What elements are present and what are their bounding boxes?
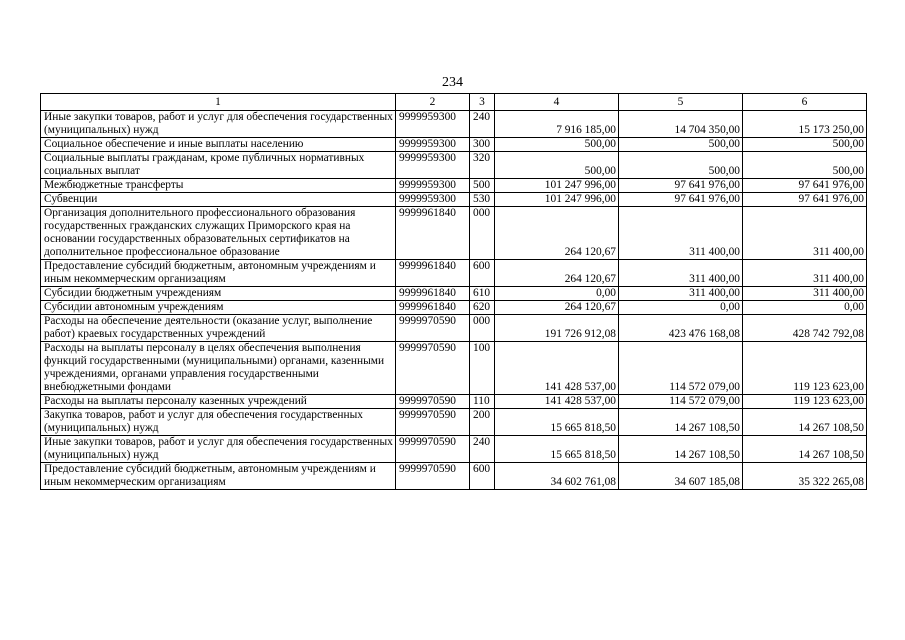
expense-type-cell: 300	[470, 138, 495, 152]
target-code-cell: 9999961840	[396, 301, 470, 315]
amount-col5-cell: 311 400,00	[619, 260, 743, 287]
table-row	[41, 179, 867, 193]
amount-col6-cell: 428 742 792,08	[743, 315, 867, 342]
target-code-cell: 9999959300	[396, 111, 470, 138]
table-row	[41, 138, 867, 152]
row-name-cell: Закупка товаров, работ и услуг для обеспечения государственных (муниципальных) нужд	[41, 409, 396, 436]
row-name-cell: Расходы на обеспечение деятельности (оказание услуг, выполнение работ) краевых государственных учреждений	[41, 315, 396, 342]
target-code-cell: 9999970590	[396, 463, 470, 490]
expense-type-cell: 600	[470, 260, 495, 287]
target-code-cell: 9999970590	[396, 436, 470, 463]
row-name-cell: Субсидии автономным учреждениям	[41, 301, 396, 315]
row-name-cell: Социальное обеспечение и иные выплаты населению	[41, 138, 396, 152]
amount-col5-cell: 311 400,00	[619, 207, 743, 260]
target-code-cell: 9999959300	[396, 138, 470, 152]
table-row	[41, 152, 867, 179]
amount-col4-cell: 191 726 912,08	[495, 315, 619, 342]
amount-col4-cell: 101 247 996,00	[495, 179, 619, 193]
row-name-cell: Иные закупки товаров, работ и услуг для обеспечения государственных (муниципальных) нужд	[41, 436, 396, 463]
expense-type-cell: 600	[470, 463, 495, 490]
amount-col6-cell: 500,00	[743, 138, 867, 152]
amount-col6-cell: 97 641 976,00	[743, 179, 867, 193]
table-row	[41, 395, 867, 409]
expense-type-cell: 200	[470, 409, 495, 436]
amount-col4-cell: 15 665 818,50	[495, 436, 619, 463]
row-name-cell: Межбюджетные трансферты	[41, 179, 396, 193]
amount-col4-cell: 34 602 761,08	[495, 463, 619, 490]
row-name-cell: Субсидии бюджетным учреждениям	[41, 287, 396, 301]
amount-col5-cell: 0,00	[619, 301, 743, 315]
row-name-cell: Социальные выплаты гражданам, кроме публичных нормативных социальных выплат	[41, 152, 396, 179]
row-name-cell: Предоставление субсидий бюджетным, автономным учреждениям и иным некоммерческим организациям	[41, 463, 396, 490]
expense-type-cell: 320	[470, 152, 495, 179]
table-row	[41, 287, 867, 301]
target-code-cell: 9999959300	[396, 193, 470, 207]
page-number: 234	[442, 75, 463, 90]
expense-type-cell: 240	[470, 111, 495, 138]
expense-type-cell: 000	[470, 207, 495, 260]
amount-col5-cell: 114 572 079,00	[619, 342, 743, 395]
budget-table	[40, 93, 867, 490]
column-header: 1	[41, 94, 396, 111]
amount-col6-cell: 0,00	[743, 301, 867, 315]
amount-col4-cell: 500,00	[495, 152, 619, 179]
table-row	[41, 463, 867, 490]
target-code-cell: 9999959300	[396, 152, 470, 179]
amount-col6-cell: 119 123 623,00	[743, 342, 867, 395]
expense-type-cell: 620	[470, 301, 495, 315]
expense-type-cell: 500	[470, 179, 495, 193]
expense-type-cell: 110	[470, 395, 495, 409]
table-row	[41, 193, 867, 207]
amount-col4-cell: 141 428 537,00	[495, 342, 619, 395]
amount-col4-cell: 264 120,67	[495, 207, 619, 260]
amount-col5-cell: 14 704 350,00	[619, 111, 743, 138]
target-code-cell: 9999970590	[396, 342, 470, 395]
expense-type-cell: 240	[470, 436, 495, 463]
amount-col4-cell: 7 916 185,00	[495, 111, 619, 138]
amount-col5-cell: 14 267 108,50	[619, 436, 743, 463]
amount-col6-cell: 14 267 108,50	[743, 436, 867, 463]
table-row	[41, 409, 867, 436]
expense-type-cell: 610	[470, 287, 495, 301]
table-row	[41, 111, 867, 138]
table-row	[41, 207, 867, 260]
amount-col6-cell: 35 322 265,08	[743, 463, 867, 490]
row-name-cell: Иные закупки товаров, работ и услуг для обеспечения государственных (муниципальных) нужд	[41, 111, 396, 138]
table-row	[41, 342, 867, 395]
amount-col5-cell: 423 476 168,08	[619, 315, 743, 342]
amount-col5-cell: 97 641 976,00	[619, 193, 743, 207]
table-row	[41, 315, 867, 342]
target-code-cell: 9999970590	[396, 409, 470, 436]
amount-col4-cell: 264 120,67	[495, 260, 619, 287]
table-row	[41, 260, 867, 287]
target-code-cell: 9999961840	[396, 287, 470, 301]
table-header-row	[41, 94, 867, 111]
column-header: 3	[470, 94, 495, 111]
expense-type-cell: 000	[470, 315, 495, 342]
amount-col6-cell: 119 123 623,00	[743, 395, 867, 409]
row-name-cell: Расходы на выплаты персоналу казенных учреждений	[41, 395, 396, 409]
table-row	[41, 301, 867, 315]
target-code-cell: 9999970590	[396, 395, 470, 409]
column-header: 6	[743, 94, 867, 111]
amount-col4-cell: 0,00	[495, 287, 619, 301]
row-name-cell: Расходы на выплаты персоналу в целях обеспечения выполнения функций государственными (муниципальными) органами, казенными учреждениями, органами управления государственными внебюджетными фондами	[41, 342, 396, 395]
amount-col4-cell: 264 120,67	[495, 301, 619, 315]
amount-col5-cell: 114 572 079,00	[619, 395, 743, 409]
amount-col4-cell: 15 665 818,50	[495, 409, 619, 436]
expense-type-cell: 100	[470, 342, 495, 395]
target-code-cell: 9999961840	[396, 207, 470, 260]
amount-col5-cell: 14 267 108,50	[619, 409, 743, 436]
amount-col5-cell: 97 641 976,00	[619, 179, 743, 193]
amount-col4-cell: 500,00	[495, 138, 619, 152]
target-code-cell: 9999959300	[396, 179, 470, 193]
amount-col6-cell: 14 267 108,50	[743, 409, 867, 436]
amount-col5-cell: 500,00	[619, 152, 743, 179]
amount-col4-cell: 141 428 537,00	[495, 395, 619, 409]
amount-col6-cell: 15 173 250,00	[743, 111, 867, 138]
row-name-cell: Предоставление субсидий бюджетным, автономным учреждениям и иным некоммерческим организациям	[41, 260, 396, 287]
amount-col5-cell: 500,00	[619, 138, 743, 152]
amount-col5-cell: 311 400,00	[619, 287, 743, 301]
column-header: 5	[619, 94, 743, 111]
table-row	[41, 436, 867, 463]
column-header: 2	[396, 94, 470, 111]
target-code-cell: 9999961840	[396, 260, 470, 287]
amount-col6-cell: 97 641 976,00	[743, 193, 867, 207]
amount-col4-cell: 101 247 996,00	[495, 193, 619, 207]
amount-col6-cell: 311 400,00	[743, 287, 867, 301]
row-name-cell: Субвенции	[41, 193, 396, 207]
amount-col5-cell: 34 607 185,08	[619, 463, 743, 490]
column-header: 4	[495, 94, 619, 111]
amount-col6-cell: 500,00	[743, 152, 867, 179]
row-name-cell: Организация дополнительного профессионального образования государственных гражданских служащих Приморского края на основании государственных образовательных сертификатов на дополнительное профессиональное образование	[41, 207, 396, 260]
expense-type-cell: 530	[470, 193, 495, 207]
target-code-cell: 9999970590	[396, 315, 470, 342]
amount-col6-cell: 311 400,00	[743, 207, 867, 260]
amount-col6-cell: 311 400,00	[743, 260, 867, 287]
